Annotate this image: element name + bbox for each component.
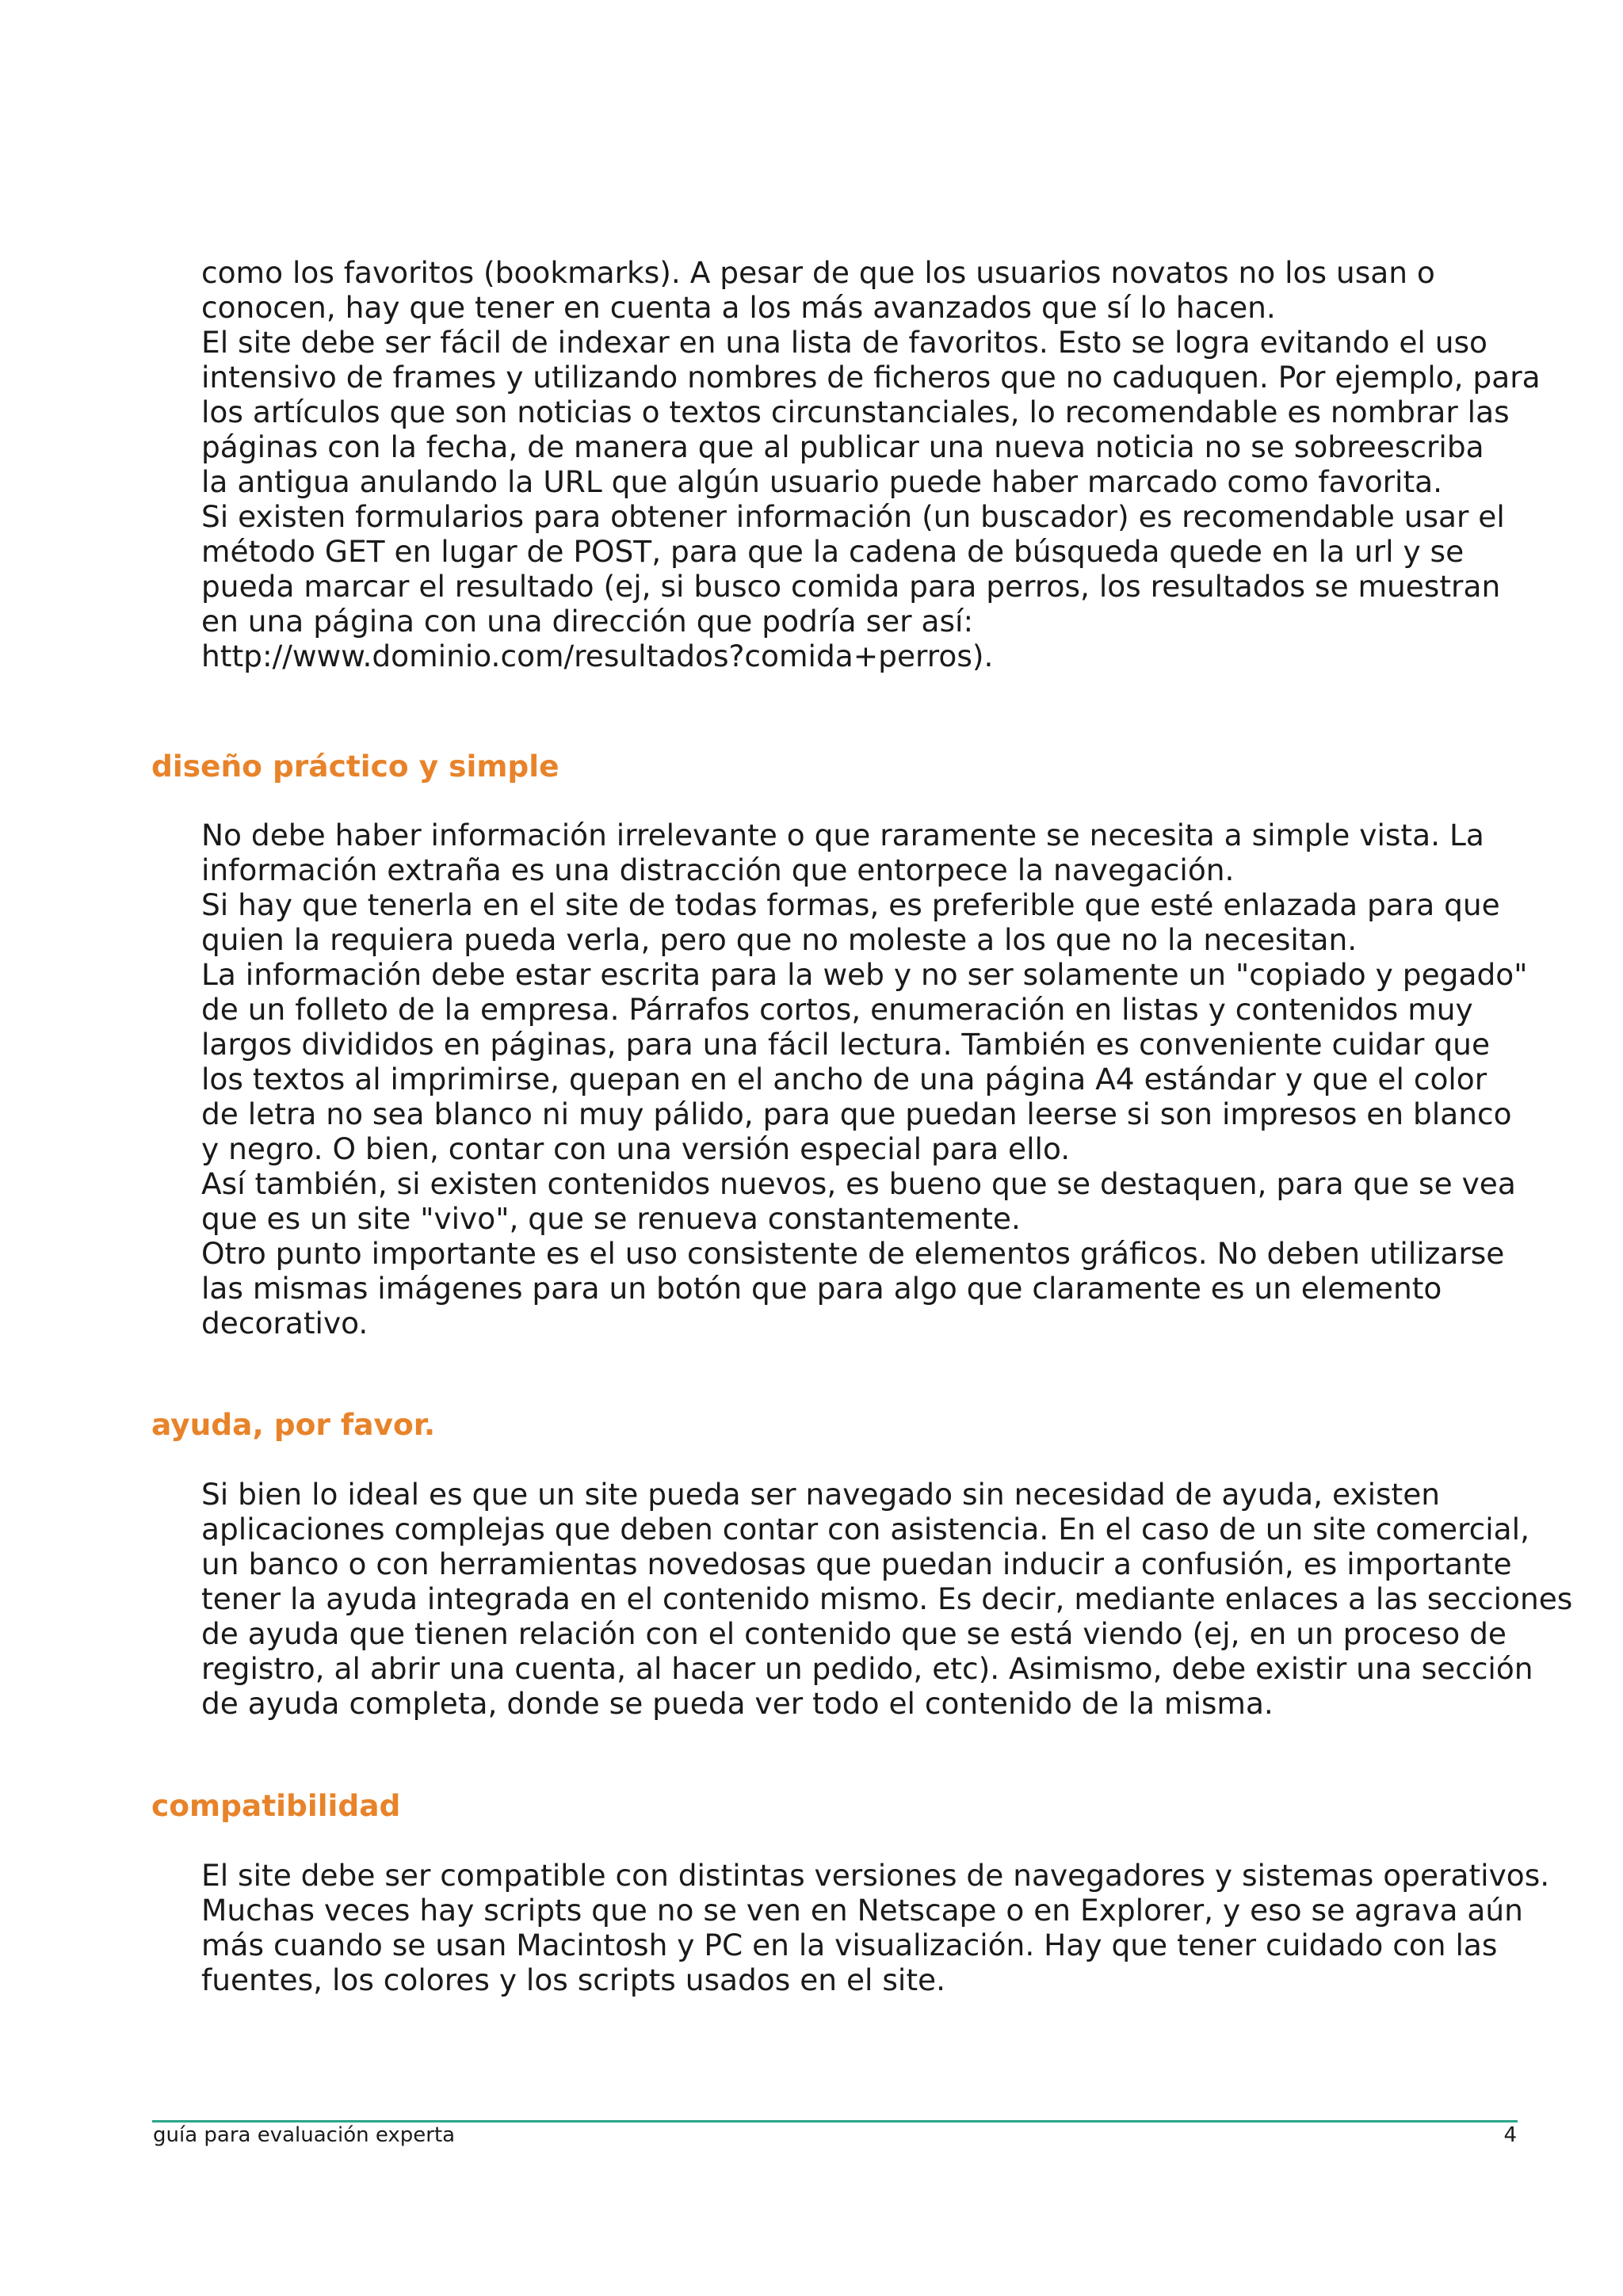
text-line: como los favoritos (bookmarks). A pesar de que los usuarios novatos no los usan o — [201, 255, 1435, 290]
text-line: de un folleto de la empresa. Párrafos cortos, enumeración en listas y contenidos muy — [201, 992, 1473, 1027]
text-line: quien la requiera pueda verla, pero que no moleste a los que no la necesitan. — [201, 922, 1358, 957]
text-line: intensivo de frames y utilizando nombres de ficheros que no caduquen. Por ejemplo, para — [201, 360, 1541, 395]
text-line: y negro. O bien, contar con una versión especial para ello. — [201, 1131, 1071, 1166]
text-line: conocen, hay que tener en cuenta a los más avanzados que sí lo hacen. — [201, 290, 1276, 325]
text-line: los artículos que son noticias o textos circunstanciales, lo recomendable es nombrar las — [201, 395, 1510, 429]
text-line: El site debe ser fácil de indexar en una lista de favoritos. Esto se logra evitando el uso — [201, 325, 1487, 360]
section-heading-compatibilidad: compatibilidad — [151, 1788, 401, 1823]
text-line: en una página con una dirección que podría ser así: — [201, 604, 974, 639]
text-line: largos divididos en páginas, para una fácil lectura. También es conveniente cuidar que — [201, 1027, 1491, 1062]
text-line: Si bien lo ideal es que un site pueda ser navegado sin necesidad de ayuda, existen — [201, 1477, 1441, 1512]
text-line: de ayuda que tienen relación con el contenido que se está viendo (ej, en un proceso de — [201, 1616, 1507, 1651]
text-line: http://www.dominio.com/resultados?comida+perros). — [201, 639, 994, 673]
text-line: más cuando se usan Macintosh y PC en la visualización. Hay que tener cuidado con las — [201, 1928, 1498, 1962]
text-line: de letra no sea blanco ni muy pálido, para que puedan leerse si son impresos en blanco — [201, 1097, 1512, 1131]
section-heading-diseno: diseño práctico y simple — [151, 749, 559, 784]
section-text — [201, 818, 1533, 1341]
text-line: la antigua anulando la URL que algún usuario puede haber marcado como favorita. — [201, 464, 1443, 499]
text-line: pueda marcar el resultado (ej, si busco comida para perros, los resultados se muestran — [201, 569, 1501, 604]
text-line: un banco o con herramientas novedosas que puedan inducir a confusión, es importante — [201, 1547, 1512, 1581]
text-line: información extraña es una distracción que entorpece la navegación. — [201, 852, 1235, 887]
footer-title: guía para evaluación experta — [153, 2123, 456, 2147]
section-text — [201, 1477, 1573, 1721]
section-heading-ayuda: ayuda, por favor. — [151, 1407, 436, 1442]
text-line: La información debe estar escrita para la web y no ser solamente un "copiado y pegado" — [201, 957, 1528, 992]
text-line: Si hay que tenerla en el site de todas formas, es preferible que esté enlazada para que — [201, 887, 1500, 922]
text-line: que es un site "vivo", que se renueva constantemente. — [201, 1201, 1021, 1236]
intro-text — [201, 255, 1541, 673]
section-body-compatibilidad — [201, 1858, 1550, 1997]
text-line: método GET en lugar de POST, para que la cadena de búsqueda quede en la url y se — [201, 534, 1465, 569]
text-line: los textos al imprimirse, quepan en el ancho de una página A4 estándar y que el color — [201, 1062, 1487, 1097]
page-number: 4 — [1503, 2123, 1517, 2147]
text-line: Si existen formularios para obtener información (un buscador) es recomendable usar el — [201, 499, 1505, 534]
text-line: Muchas veces hay scripts que no se ven en Netscape o en Explorer, y eso se agrava aún — [201, 1893, 1523, 1928]
text-line: aplicaciones complejas que deben contar con asistencia. En el caso de un site comercial, — [201, 1512, 1530, 1547]
text-line: tener la ayuda integrada en el contenido mismo. Es decir, mediante enlaces a las secciones — [201, 1581, 1573, 1616]
text-line: las mismas imágenes para un botón que para algo que claramente es un elemento — [201, 1271, 1442, 1306]
section-text — [201, 1858, 1550, 1997]
section-body-diseno — [201, 818, 1533, 1341]
text-line: páginas con la fecha, de manera que al publicar una nueva noticia no se sobreescriba — [201, 429, 1484, 464]
text-line: decorativo. — [201, 1306, 369, 1341]
text-line: de ayuda completa, donde se pueda ver todo el contenido de la misma. — [201, 1686, 1274, 1721]
text-line: Otro punto importante es el uso consistente de elementos gráficos. No deben utilizarse — [201, 1236, 1505, 1271]
text-line: registro, al abrir una cuenta, al hacer un pedido, etc). Asimismo, debe existir una sección — [201, 1651, 1533, 1686]
intro-paragraph — [201, 255, 1541, 673]
text-line: No debe haber información irrelevante o que raramente se necesita a simple vista. La — [201, 818, 1484, 852]
text-line: fuentes, los colores y los scripts usados en el site. — [201, 1962, 946, 1997]
text-line: El site debe ser compatible con distintas versiones de navegadores y sistemas operativos. — [201, 1858, 1550, 1893]
text-line: Así también, si existen contenidos nuevos, es bueno que se destaquen, para que se vea — [201, 1166, 1516, 1201]
section-body-ayuda — [201, 1477, 1573, 1721]
